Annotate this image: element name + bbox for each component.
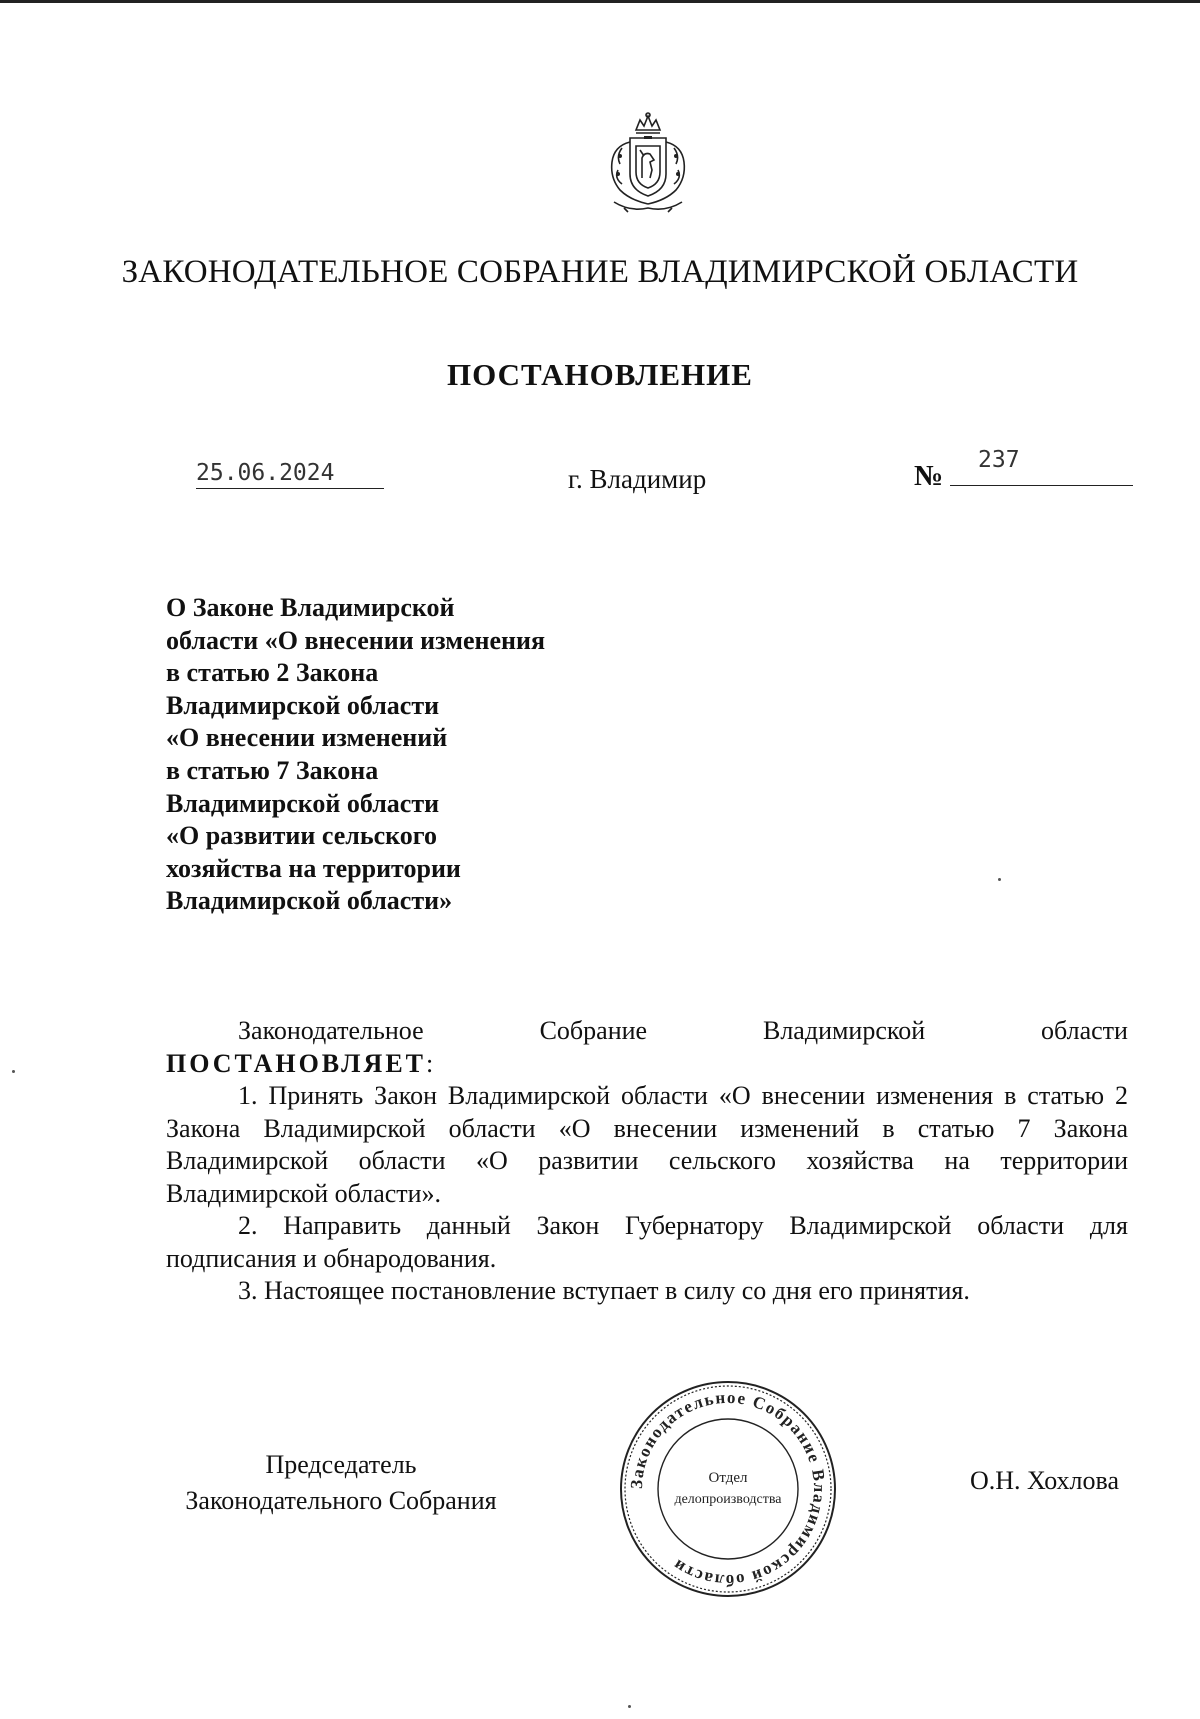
resolution-item-1: 1. Принять Закон Владимирской области «О внесении изменения в статью 2 Закона Владимирской области «О внесении изменений в статью 7 Закона Владимирской области «О развитии сельского хозяйства на территории Владимирской области».	[166, 1081, 1128, 1208]
document-date: 25.06.2024	[196, 460, 335, 486]
preamble-word: области	[1041, 1016, 1128, 1045]
official-seal-stamp	[617, 1378, 839, 1600]
preamble-line	[166, 1015, 1128, 1048]
subject-line: в статью 7 Закона	[166, 755, 379, 785]
subject-line: О Законе Владимирской	[166, 593, 455, 622]
preamble-word: Законодательное	[238, 1016, 424, 1045]
resolution-item-2: 2. Направить данный Закон Губернатору Владимирской области для подписания и обнародования.	[166, 1211, 1128, 1273]
subject-line: в статью 2 Закона	[166, 658, 379, 688]
scan-speck	[12, 1070, 15, 1073]
number-label: №	[914, 460, 944, 492]
date-underline	[196, 488, 384, 489]
signatory-position-line: Председатель	[265, 1450, 417, 1479]
stamp-center-line: делопроизводства	[674, 1492, 782, 1507]
scan-speck	[998, 878, 1001, 881]
svg-text:Законодательное Собрание Влади	[627, 1388, 829, 1590]
scan-speck	[628, 1705, 631, 1708]
coat-of-arms-emblem	[600, 112, 696, 216]
top-border-line	[0, 0, 1200, 3]
subject-line: хозяйства на территории	[166, 853, 461, 883]
signatory-position	[166, 1447, 516, 1519]
subject-line: Владимирской области	[166, 788, 440, 818]
number-underline	[950, 485, 1133, 486]
resolves-verb: ПОСТАНОВЛЯЕТ	[166, 1048, 426, 1078]
stamp-ring-text: Законодательное Собрание Владимирской области	[626, 1387, 830, 1591]
organization-title: ЗАКОНОДАТЕЛЬНОЕ СОБРАНИЕ ВЛАДИМИРСКОЙ ОБЛАСТИ	[121, 254, 1079, 290]
preamble-colon: :	[426, 1048, 434, 1078]
preamble-word: Владимирской	[762, 1016, 926, 1045]
subject-line: Владимирской области	[166, 690, 440, 720]
preamble-word: Собрание	[539, 1016, 648, 1045]
resolution-body	[166, 1015, 1128, 1308]
stamp-center-line: Отдел	[708, 1470, 748, 1486]
subject-line: Владимирской области»	[166, 886, 453, 916]
document-type-heading: ПОСТАНОВЛЕНИЕ	[447, 357, 753, 392]
subject-line: «О внесении изменений	[166, 723, 448, 753]
city-name: г. Владимир	[568, 464, 707, 494]
signatory-position-line: Законодательного Собрания	[185, 1486, 497, 1515]
document-subject	[166, 592, 545, 918]
subject-line: «О развитии сельского	[166, 821, 437, 851]
preamble-verb-line	[166, 1048, 1128, 1081]
subject-line: области «О внесении изменения	[166, 625, 546, 655]
resolution-item-3: 3. Настоящее постановление вступает в силу со дня его принятия.	[238, 1276, 970, 1305]
document-number: 237	[978, 447, 1020, 473]
signatory-name: О.Н. Хохлова	[970, 1466, 1119, 1495]
